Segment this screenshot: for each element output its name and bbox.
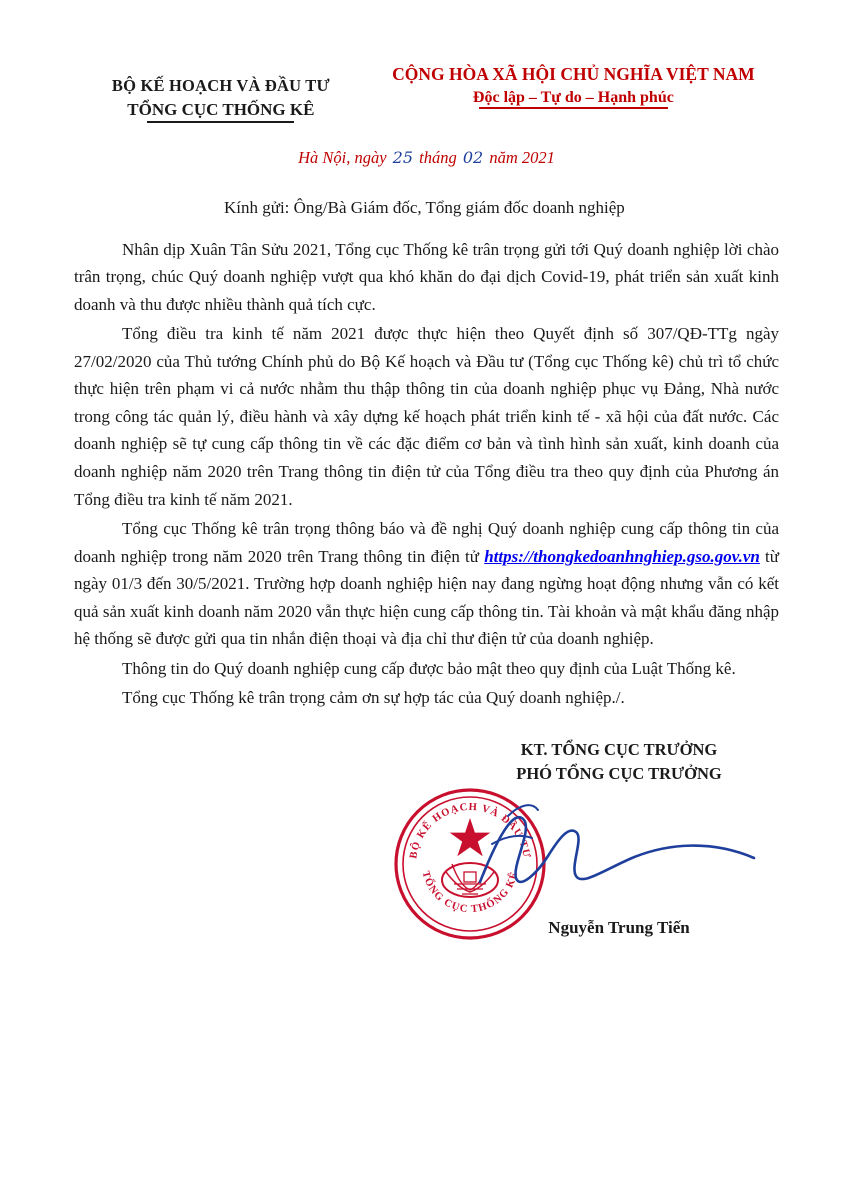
- ministry-name: BỘ KẾ HOẠCH VÀ ĐẦU TƯ: [111, 76, 330, 95]
- signature-title-line-1: KT. TỔNG CỤC TRƯỞNG: [520, 739, 718, 759]
- dateline: [74, 148, 779, 168]
- dateline-day: 25: [392, 147, 414, 167]
- paragraph-5: Tổng cục Thống kê trân trọng cảm ơn sự hợp tác của Quý doanh nghiệp./.: [122, 688, 625, 708]
- document-header: [74, 62, 779, 122]
- national-heading-block: [368, 62, 779, 107]
- paragraph-2: Tổng điều tra kinh tế năm 2021 được thực hiện theo Quyết định số 307/QĐ-TTg ngày 27/02/2020 của Thủ tướng Chính phủ do Bộ Kế hoạch và Đầu tư (Tổng cục Thống kê) chủ trì tổ chức thực hiện trên phạm vi cả nước nhằm thu thập thông tin của doanh nghiệp phục vụ Đảng, Nhà nước trong công tác quản lý, điều hành và xây dựng kế hoạch phát triển kinh tế - xã hội của đất nước. Các doanh nghiệp sẽ tự cung cấp thông tin về các đặc điểm cơ bản và tình hình sản xuất, kinh doanh của doanh nghiệp năm 2020 trên Trang thông tin điện tử của Tổng điều tra theo quy định của Phương án Tổng điều tra kinh tế năm 2021.: [74, 324, 779, 509]
- survey-portal-link[interactable]: https://thongkedoanhnghiep.gso.gov.vn: [484, 546, 760, 566]
- dateline-month-label: tháng: [419, 147, 457, 167]
- agency-name-text: TỔNG CỤC THỐNG KÊ: [127, 99, 315, 119]
- signature-titles: [454, 738, 784, 786]
- dateline-prefix: Hà Nội, ngày: [298, 147, 387, 167]
- agency-underline: [147, 121, 294, 122]
- signature-block: [74, 738, 779, 968]
- national-motto-text: Độc lập – Tự do – Hạnh phúc: [472, 88, 674, 106]
- paragraph-3: [74, 515, 779, 653]
- issuing-agency-block: [74, 62, 368, 122]
- signature-title-line-2: PHÓ TỔNG CỤC TRƯỞNG: [516, 763, 722, 783]
- letter-body: [74, 236, 779, 712]
- paragraph-3-after: từ ngày 01/3 đến 30/5/2021. Trường hợp doanh nghiệp hiện nay đang ngừng hoạt động nhưng vẫn có kết quả sản xuất kinh doanh năm 2020 vẫn thực hiện cung cấp thông tin. Tài khoản và mật khẩu đăng nhập hệ thống sẽ được gửi qua tin nhắn điện thoại và địa chỉ thư điện tử của doanh nghiệp.: [74, 546, 779, 649]
- svg-text:TỔNG CỤC THỐNG KÊ: TỔNG CỤC THỐNG KÊ: [419, 869, 521, 915]
- agency-name: [127, 98, 314, 122]
- paragraph-3-before: Tổng cục Thống kê trân trọng thông báo và đề nghị Quý doanh nghiệp cung cấp thông tin của doanh nghiệp trong năm 2020 trên Trang thông tin điện tử: [74, 519, 779, 566]
- country-name: CỘNG HÒA XÃ HỘI CHỦ NGHĨA VIỆT NAM: [392, 64, 755, 84]
- dateline-year-label: năm: [489, 147, 518, 167]
- salutation: Kính gửi: Ông/Bà Giám đốc, Tổng giám đốc doanh nghiệp: [224, 197, 625, 217]
- signer-name: Nguyễn Trung Tiến: [548, 917, 690, 937]
- motto-underline: [479, 107, 668, 108]
- svg-text:BỘ KẾ HOẠCH VÀ ĐẦU TƯ: BỘ KẾ HOẠCH VÀ ĐẦU TƯ: [408, 801, 532, 860]
- paragraph-1: Nhân dịp Xuân Tân Sửu 2021, Tổng cục Thống kê trân trọng gửi tới Quý doanh nghiệp lời chào trân trọng, chúc Quý doanh nghiệp vượt qua khó khăn do đại dịch Covid-19, phát triển sản xuất kinh doanh và thu được nhiều thành quả tích cực.: [74, 239, 779, 314]
- paragraph-4: Thông tin do Quý doanh nghiệp cung cấp được bảo mật theo quy định của Luật Thống kê.: [122, 658, 736, 678]
- dateline-year: 2021: [521, 147, 555, 167]
- dateline-month: 02: [462, 147, 484, 167]
- national-motto: [473, 89, 674, 107]
